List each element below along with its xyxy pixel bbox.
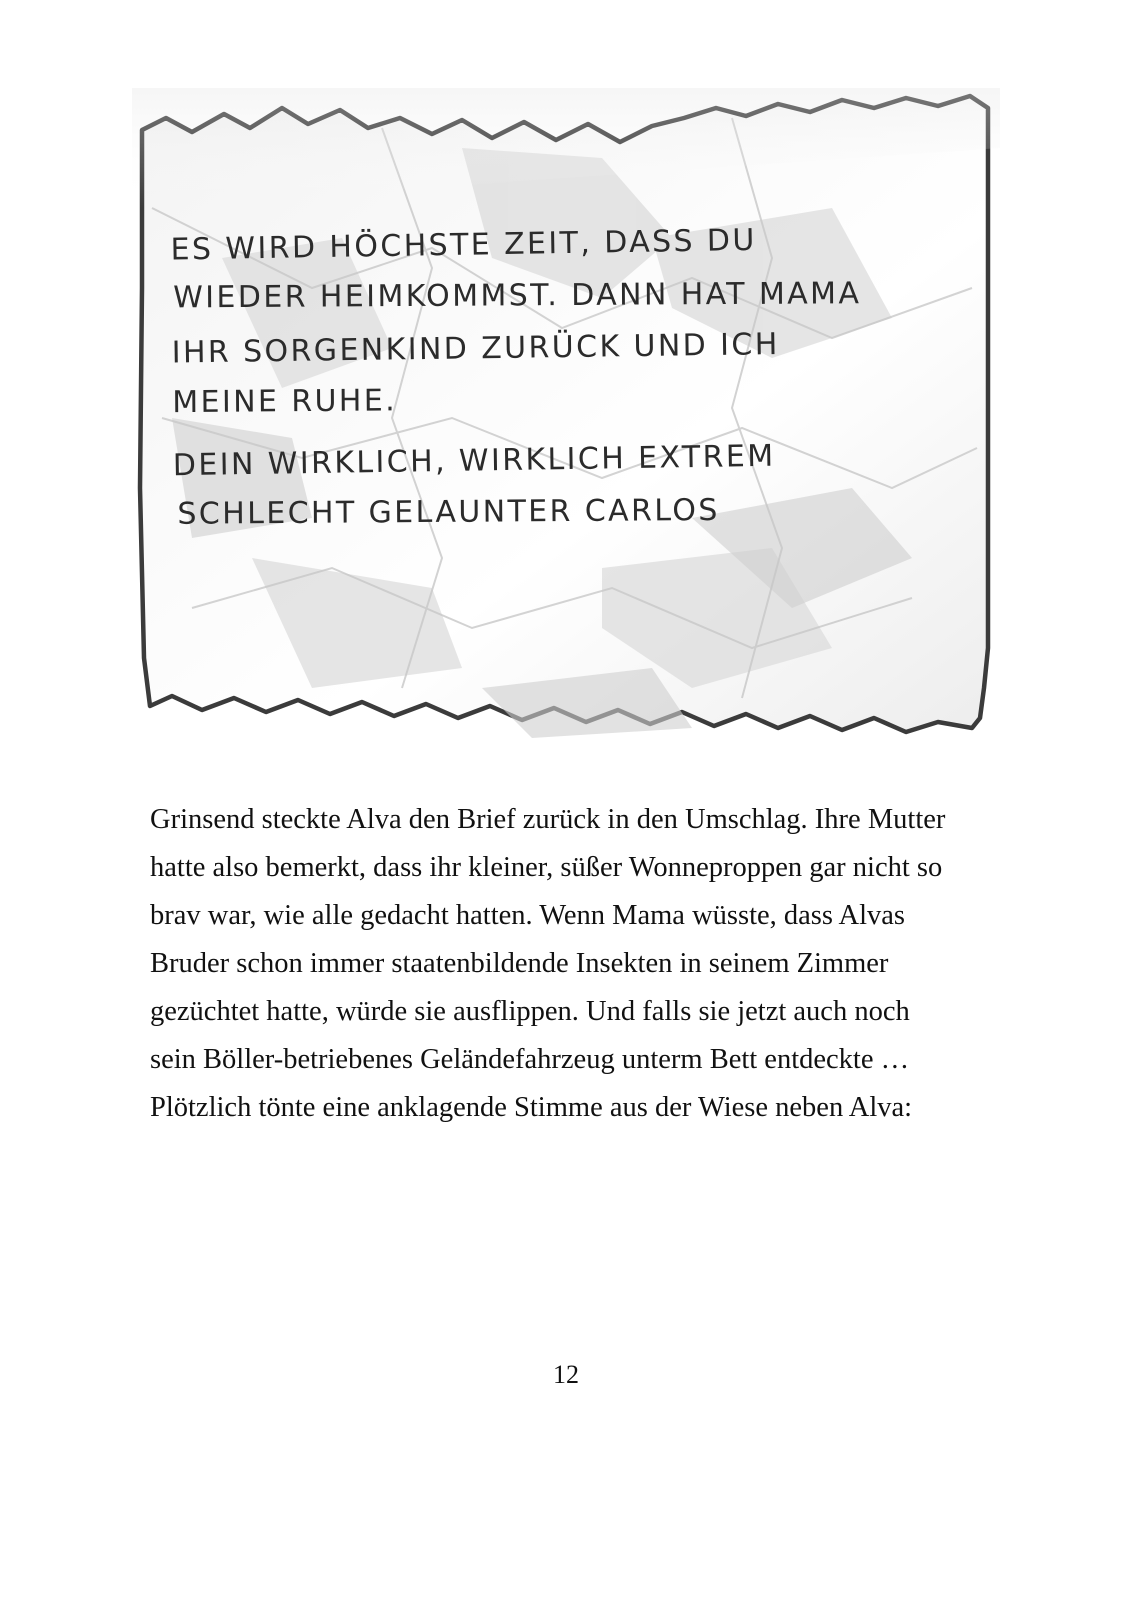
note-line-4: MEINE RUHE. — [172, 383, 398, 421]
handwritten-note-text — [170, 214, 963, 542]
paragraph-2: Plötzlich tönte eine anklagende Stimme aus der Wiese neben Alva: — [150, 1092, 913, 1123]
note-line-1: ES WIRD HÖCHSTE ZEIT, DASS DU — [170, 222, 758, 268]
note-line-2: WIEDER HEIMKOMMST. DANN HAT MAMA — [173, 276, 862, 316]
note-line-3: IHR SORGENKIND ZURÜCK UND ICH — [171, 327, 780, 371]
body-text — [150, 796, 950, 1132]
page-number: 12 — [553, 1360, 579, 1389]
torn-paper-note — [132, 88, 1000, 760]
note-line-6: SCHLECHT GELAUNTER CARLOS — [177, 492, 720, 532]
note-line-5: DEIN WIRKLICH, WIRKLICH EXTREM — [172, 438, 776, 484]
paragraph-1: Grinsend steckte Alva den Brief zurück in den Umschlag. Ihre Mutter hatte also bemerkt, dass ihr kleiner, süßer Wonneproppen gar nicht so brav war, wie alle gedacht hatten. Wenn Mama wüsste, dass Alvas Bruder schon immer staatenbildende Insekten in seinem Zimmer gezüchtet hatte, würde sie ausflippen. Und falls sie jetzt auch noch sein Böller-betriebenes Geländefahrzeug unterm Bett entdeckte … — [150, 804, 946, 1075]
